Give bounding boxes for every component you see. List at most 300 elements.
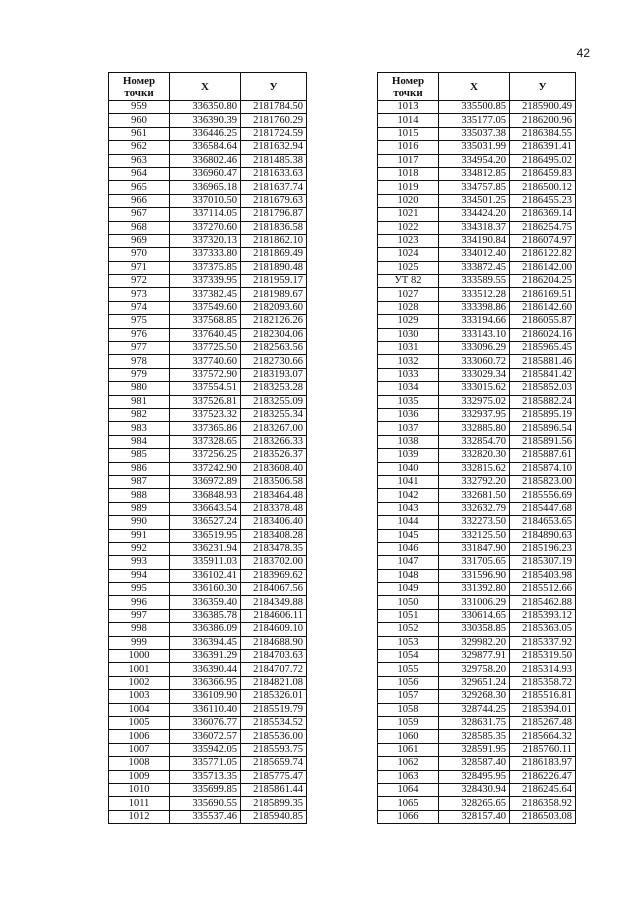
x-coordinate-cell: 336366.95 <box>170 676 241 689</box>
table-body-left <box>109 101 307 824</box>
table-row <box>109 676 307 689</box>
x-coordinate-cell: 337339.95 <box>170 275 241 288</box>
y-coordinate-cell: 2185516.81 <box>510 690 576 703</box>
x-coordinate-cell: 332792.20 <box>439 475 510 488</box>
y-coordinate-cell: 2183378.48 <box>241 502 307 515</box>
x-coordinate-cell: 335911.03 <box>170 556 241 569</box>
table-row <box>109 475 307 488</box>
y-coordinate-cell: 2185861.44 <box>241 783 307 796</box>
y-coordinate-cell: 2186024.16 <box>510 328 576 341</box>
point-number-cell: 1002 <box>109 676 170 689</box>
y-coordinate-cell: 2185337.92 <box>510 636 576 649</box>
x-coordinate-cell: 331392.80 <box>439 583 510 596</box>
x-coordinate-cell: 331705.65 <box>439 556 510 569</box>
table-row <box>378 261 576 274</box>
y-coordinate-cell: 2181784.50 <box>241 101 307 114</box>
table-row <box>109 181 307 194</box>
table-row <box>109 663 307 676</box>
table-row <box>378 154 576 167</box>
table-row <box>378 703 576 716</box>
x-coordinate-cell: 336385.78 <box>170 609 241 622</box>
table-row <box>109 542 307 555</box>
point-number-cell: 991 <box>109 529 170 542</box>
y-coordinate-cell: 2186503.08 <box>510 810 576 823</box>
table-row <box>109 234 307 247</box>
point-number-cell: 972 <box>109 275 170 288</box>
point-number-cell: 1022 <box>378 221 439 234</box>
x-coordinate-cell: 334190.84 <box>439 234 510 247</box>
point-number-cell: 1038 <box>378 435 439 448</box>
point-number-cell: 1027 <box>378 288 439 301</box>
table-body-right <box>378 101 576 824</box>
point-number-cell: 1013 <box>378 101 439 114</box>
x-coordinate-cell: 336394.45 <box>170 636 241 649</box>
table-row <box>378 516 576 529</box>
point-number-cell: 984 <box>109 435 170 448</box>
table-row <box>109 730 307 743</box>
point-number-cell: 977 <box>109 342 170 355</box>
point-number-cell: 987 <box>109 475 170 488</box>
x-coordinate-cell: 337572.90 <box>170 368 241 381</box>
x-coordinate-cell: 333096.29 <box>439 342 510 355</box>
point-number-cell: 968 <box>109 221 170 234</box>
table-row <box>109 435 307 448</box>
y-coordinate-cell: 2184349.88 <box>241 596 307 609</box>
y-coordinate-cell: 2183702.00 <box>241 556 307 569</box>
header-y: У <box>241 73 307 101</box>
y-coordinate-cell: 2185891.56 <box>510 435 576 448</box>
table-row <box>378 435 576 448</box>
table-row <box>109 408 307 421</box>
coordinates-table-left <box>108 72 307 824</box>
point-number-cell: 1062 <box>378 757 439 770</box>
x-coordinate-cell: 336390.44 <box>170 663 241 676</box>
x-coordinate-cell: 337242.90 <box>170 462 241 475</box>
x-coordinate-cell: 335037.38 <box>439 127 510 140</box>
y-coordinate-cell: 2184688.90 <box>241 636 307 649</box>
x-coordinate-cell: 336109.90 <box>170 690 241 703</box>
table-row <box>378 636 576 649</box>
x-coordinate-cell: 329758.20 <box>439 663 510 676</box>
point-number-cell: 997 <box>109 609 170 622</box>
point-number-cell: 1053 <box>378 636 439 649</box>
point-number-cell: 1056 <box>378 676 439 689</box>
x-coordinate-cell: 337375.85 <box>170 261 241 274</box>
y-coordinate-cell: 2185940.85 <box>241 810 307 823</box>
x-coordinate-cell: 336102.41 <box>170 569 241 582</box>
y-coordinate-cell: 2185887.61 <box>510 449 576 462</box>
point-number-cell: 974 <box>109 301 170 314</box>
y-coordinate-cell: 2185394.01 <box>510 703 576 716</box>
table-row <box>378 422 576 435</box>
page-number: 42 <box>576 46 590 60</box>
table-row <box>109 395 307 408</box>
table-row <box>378 167 576 180</box>
x-coordinate-cell: 332273.50 <box>439 516 510 529</box>
table-row <box>378 342 576 355</box>
table-row <box>109 301 307 314</box>
y-coordinate-cell: 2181989.67 <box>241 288 307 301</box>
table-row <box>378 275 576 288</box>
y-coordinate-cell: 2183526.37 <box>241 449 307 462</box>
x-coordinate-cell: 333512.28 <box>439 288 510 301</box>
point-number-cell: 993 <box>109 556 170 569</box>
x-coordinate-cell: 337365.86 <box>170 422 241 435</box>
point-number-cell: 1046 <box>378 542 439 555</box>
x-coordinate-cell: 328495.95 <box>439 770 510 783</box>
x-coordinate-cell: 333060.72 <box>439 355 510 368</box>
table-row <box>109 810 307 823</box>
table-row <box>378 194 576 207</box>
y-coordinate-cell: 2185881.46 <box>510 355 576 368</box>
x-coordinate-cell: 334424.20 <box>439 208 510 221</box>
point-number-cell: 959 <box>109 101 170 114</box>
y-coordinate-cell: 2185965.45 <box>510 342 576 355</box>
y-coordinate-cell: 2185775.47 <box>241 770 307 783</box>
table-row <box>109 516 307 529</box>
point-number-cell: 1007 <box>109 743 170 756</box>
point-number-cell: 1044 <box>378 516 439 529</box>
x-coordinate-cell: 337554.51 <box>170 382 241 395</box>
table-row <box>378 221 576 234</box>
table-row <box>109 529 307 542</box>
table-header-row <box>378 73 576 101</box>
y-coordinate-cell: 2181637.74 <box>241 181 307 194</box>
x-coordinate-cell: 335537.46 <box>170 810 241 823</box>
x-coordinate-cell: 333029.34 <box>439 368 510 381</box>
table-row <box>109 583 307 596</box>
y-coordinate-cell: 2185900.49 <box>510 101 576 114</box>
header-y: У <box>510 73 576 101</box>
x-coordinate-cell: 336110.40 <box>170 703 241 716</box>
table-row <box>109 449 307 462</box>
y-coordinate-cell: 2185760.11 <box>510 743 576 756</box>
x-coordinate-cell: 336076.77 <box>170 716 241 729</box>
table-row <box>109 221 307 234</box>
table-row <box>109 194 307 207</box>
y-coordinate-cell: 2185403.98 <box>510 569 576 582</box>
point-number-cell: 1063 <box>378 770 439 783</box>
x-coordinate-cell: 334501.25 <box>439 194 510 207</box>
point-number-cell: 969 <box>109 234 170 247</box>
x-coordinate-cell: 336391.29 <box>170 650 241 663</box>
x-coordinate-cell: 332681.50 <box>439 489 510 502</box>
x-coordinate-cell: 337382.45 <box>170 288 241 301</box>
table-row <box>378 101 576 114</box>
y-coordinate-cell: 2181890.48 <box>241 261 307 274</box>
x-coordinate-cell: 337568.85 <box>170 315 241 328</box>
table-row <box>378 502 576 515</box>
y-coordinate-cell: 2185874.10 <box>510 462 576 475</box>
x-coordinate-cell: 337270.60 <box>170 221 241 234</box>
table-row <box>378 355 576 368</box>
point-number-cell: 963 <box>109 154 170 167</box>
y-coordinate-cell: 2182126.26 <box>241 315 307 328</box>
point-number-cell: 1034 <box>378 382 439 395</box>
y-coordinate-cell: 2185852.03 <box>510 382 576 395</box>
table-row <box>109 261 307 274</box>
table-row <box>378 583 576 596</box>
x-coordinate-cell: 336960.47 <box>170 167 241 180</box>
y-coordinate-cell: 2185536.00 <box>241 730 307 743</box>
x-coordinate-cell: 332125.50 <box>439 529 510 542</box>
point-number-cell: 964 <box>109 167 170 180</box>
x-coordinate-cell: 328430.94 <box>439 783 510 796</box>
x-coordinate-cell: 337010.50 <box>170 194 241 207</box>
table-row <box>109 650 307 663</box>
y-coordinate-cell: 2181796.87 <box>241 208 307 221</box>
table-row <box>109 288 307 301</box>
y-coordinate-cell: 2186495.02 <box>510 154 576 167</box>
point-number-cell: 975 <box>109 315 170 328</box>
x-coordinate-cell: 332885.80 <box>439 422 510 435</box>
point-number-cell: 994 <box>109 569 170 582</box>
point-number-cell: 1064 <box>378 783 439 796</box>
x-coordinate-cell: 337114.05 <box>170 208 241 221</box>
y-coordinate-cell: 2186183.97 <box>510 757 576 770</box>
table-row <box>378 716 576 729</box>
point-number-cell: 1037 <box>378 422 439 435</box>
y-coordinate-cell: 2183608.40 <box>241 462 307 475</box>
y-coordinate-cell: 2182093.60 <box>241 301 307 314</box>
x-coordinate-cell: 336802.46 <box>170 154 241 167</box>
x-coordinate-cell: 329651.24 <box>439 676 510 689</box>
x-coordinate-cell: 333194.66 <box>439 315 510 328</box>
table-row <box>109 489 307 502</box>
table-row <box>109 208 307 221</box>
x-coordinate-cell: 332632.79 <box>439 502 510 515</box>
point-number-cell: 1041 <box>378 475 439 488</box>
table-row <box>378 529 576 542</box>
table-header-row <box>109 73 307 101</box>
table-row <box>378 368 576 381</box>
table-row <box>109 609 307 622</box>
point-number-cell: 1065 <box>378 797 439 810</box>
y-coordinate-cell: 2184821.08 <box>241 676 307 689</box>
table-row <box>378 690 576 703</box>
y-coordinate-cell: 2186055.87 <box>510 315 576 328</box>
point-number-cell: 992 <box>109 542 170 555</box>
header-x: Х <box>170 73 241 101</box>
x-coordinate-cell: 335771.05 <box>170 757 241 770</box>
table-row <box>109 596 307 609</box>
table-row <box>109 623 307 636</box>
point-number-cell: 979 <box>109 368 170 381</box>
point-number-cell: 1043 <box>378 502 439 515</box>
x-coordinate-cell: 329877.91 <box>439 650 510 663</box>
point-number-cell: 1052 <box>378 623 439 636</box>
y-coordinate-cell: 2186074.97 <box>510 234 576 247</box>
x-coordinate-cell: 337725.50 <box>170 342 241 355</box>
point-number-cell: 967 <box>109 208 170 221</box>
y-coordinate-cell: 2186226.47 <box>510 770 576 783</box>
x-coordinate-cell: 335942.05 <box>170 743 241 756</box>
y-coordinate-cell: 2185512.66 <box>510 583 576 596</box>
point-number-cell: 1001 <box>109 663 170 676</box>
point-number-cell: 999 <box>109 636 170 649</box>
x-coordinate-cell: 329268.30 <box>439 690 510 703</box>
x-coordinate-cell: 337549.60 <box>170 301 241 314</box>
table-row <box>109 154 307 167</box>
x-coordinate-cell: 336584.64 <box>170 141 241 154</box>
point-number-cell: 1020 <box>378 194 439 207</box>
point-number-cell: 1029 <box>378 315 439 328</box>
y-coordinate-cell: 2185823.00 <box>510 475 576 488</box>
table-row <box>378 382 576 395</box>
header-point-number: Номер точки <box>109 73 170 101</box>
x-coordinate-cell: 330614.65 <box>439 609 510 622</box>
point-number-cell: 1025 <box>378 261 439 274</box>
x-coordinate-cell: 336446.25 <box>170 127 241 140</box>
table-row <box>109 114 307 127</box>
table-row <box>109 422 307 435</box>
table-row <box>109 462 307 475</box>
x-coordinate-cell: 333143.10 <box>439 328 510 341</box>
y-coordinate-cell: 2186142.00 <box>510 261 576 274</box>
table-row <box>378 449 576 462</box>
x-coordinate-cell: 337740.60 <box>170 355 241 368</box>
y-coordinate-cell: 2181632.94 <box>241 141 307 154</box>
x-coordinate-cell: 336527.24 <box>170 516 241 529</box>
table-row <box>109 275 307 288</box>
y-coordinate-cell: 2185593.75 <box>241 743 307 756</box>
point-number-cell: 1024 <box>378 248 439 261</box>
point-number-cell: 1047 <box>378 556 439 569</box>
y-coordinate-cell: 2185462.88 <box>510 596 576 609</box>
y-coordinate-cell: 2185534.52 <box>241 716 307 729</box>
x-coordinate-cell: 334757.85 <box>439 181 510 194</box>
x-coordinate-cell: 337256.25 <box>170 449 241 462</box>
point-number-cell: 978 <box>109 355 170 368</box>
y-coordinate-cell: 2183193.07 <box>241 368 307 381</box>
point-number-cell: 996 <box>109 596 170 609</box>
y-coordinate-cell: 2186455.23 <box>510 194 576 207</box>
table-row <box>378 810 576 823</box>
table-row <box>378 757 576 770</box>
point-number-cell: 986 <box>109 462 170 475</box>
y-coordinate-cell: 2185519.79 <box>241 703 307 716</box>
y-coordinate-cell: 2186245.64 <box>510 783 576 796</box>
y-coordinate-cell: 2183969.62 <box>241 569 307 582</box>
table-row <box>109 382 307 395</box>
table-row <box>378 248 576 261</box>
y-coordinate-cell: 2186500.12 <box>510 181 576 194</box>
point-number-cell: 962 <box>109 141 170 154</box>
x-coordinate-cell: 334812.85 <box>439 167 510 180</box>
x-coordinate-cell: 336390.39 <box>170 114 241 127</box>
x-coordinate-cell: 336160.30 <box>170 583 241 596</box>
point-number-cell: 1000 <box>109 650 170 663</box>
x-coordinate-cell: 335699.85 <box>170 783 241 796</box>
y-coordinate-cell: 2183478.35 <box>241 542 307 555</box>
y-coordinate-cell: 2186391.41 <box>510 141 576 154</box>
table-row <box>109 743 307 756</box>
point-number-cell: 1016 <box>378 141 439 154</box>
y-coordinate-cell: 2183255.09 <box>241 395 307 408</box>
table-row <box>378 181 576 194</box>
y-coordinate-cell: 2184067.56 <box>241 583 307 596</box>
table-row <box>109 248 307 261</box>
x-coordinate-cell: 336848.93 <box>170 489 241 502</box>
x-coordinate-cell: 330358.85 <box>439 623 510 636</box>
table-row <box>378 609 576 622</box>
table-row <box>109 703 307 716</box>
table-row <box>109 502 307 515</box>
y-coordinate-cell: 2181959.17 <box>241 275 307 288</box>
table-row <box>378 489 576 502</box>
point-number-cell: 1059 <box>378 716 439 729</box>
y-coordinate-cell: 2185899.35 <box>241 797 307 810</box>
table-row <box>378 475 576 488</box>
x-coordinate-cell: 332820.30 <box>439 449 510 462</box>
point-number-cell: 960 <box>109 114 170 127</box>
table-row <box>378 730 576 743</box>
point-number-cell: 1060 <box>378 730 439 743</box>
point-number-cell: 1012 <box>109 810 170 823</box>
point-number-cell: 982 <box>109 408 170 421</box>
y-coordinate-cell: 2186200.96 <box>510 114 576 127</box>
y-coordinate-cell: 2181836.58 <box>241 221 307 234</box>
table-row <box>109 368 307 381</box>
point-number-cell: УТ 82 <box>378 275 439 288</box>
x-coordinate-cell: 336972.89 <box>170 475 241 488</box>
y-coordinate-cell: 2185841.42 <box>510 368 576 381</box>
table-row <box>109 141 307 154</box>
y-coordinate-cell: 2185659.74 <box>241 757 307 770</box>
table-row <box>378 408 576 421</box>
x-coordinate-cell: 331006.29 <box>439 596 510 609</box>
point-number-cell: 1032 <box>378 355 439 368</box>
point-number-cell: 1006 <box>109 730 170 743</box>
point-number-cell: 998 <box>109 623 170 636</box>
table-row <box>109 315 307 328</box>
table-row <box>109 101 307 114</box>
table-row <box>378 770 576 783</box>
y-coordinate-cell: 2183255.34 <box>241 408 307 421</box>
point-number-cell: 1023 <box>378 234 439 247</box>
y-coordinate-cell: 2184606.11 <box>241 609 307 622</box>
table-row <box>109 783 307 796</box>
x-coordinate-cell: 332937.95 <box>439 408 510 421</box>
point-number-cell: 1033 <box>378 368 439 381</box>
point-number-cell: 983 <box>109 422 170 435</box>
x-coordinate-cell: 334318.37 <box>439 221 510 234</box>
point-number-cell: 1057 <box>378 690 439 703</box>
y-coordinate-cell: 2183253.28 <box>241 382 307 395</box>
x-coordinate-cell: 333398.86 <box>439 301 510 314</box>
point-number-cell: 1008 <box>109 757 170 770</box>
y-coordinate-cell: 2186254.75 <box>510 221 576 234</box>
table-row <box>378 234 576 247</box>
table-row <box>378 395 576 408</box>
point-number-cell: 988 <box>109 489 170 502</box>
x-coordinate-cell: 336350.80 <box>170 101 241 114</box>
x-coordinate-cell: 334954.20 <box>439 154 510 167</box>
table-row <box>109 770 307 783</box>
point-number-cell: 1042 <box>378 489 439 502</box>
x-coordinate-cell: 336386.09 <box>170 623 241 636</box>
table-row <box>109 167 307 180</box>
table-row <box>378 783 576 796</box>
y-coordinate-cell: 2181869.49 <box>241 248 307 261</box>
point-number-cell: 1030 <box>378 328 439 341</box>
x-coordinate-cell: 335500.85 <box>439 101 510 114</box>
y-coordinate-cell: 2185314.93 <box>510 663 576 676</box>
x-coordinate-cell: 329982.20 <box>439 636 510 649</box>
point-number-cell: 961 <box>109 127 170 140</box>
table-row <box>109 342 307 355</box>
x-coordinate-cell: 337640.45 <box>170 328 241 341</box>
